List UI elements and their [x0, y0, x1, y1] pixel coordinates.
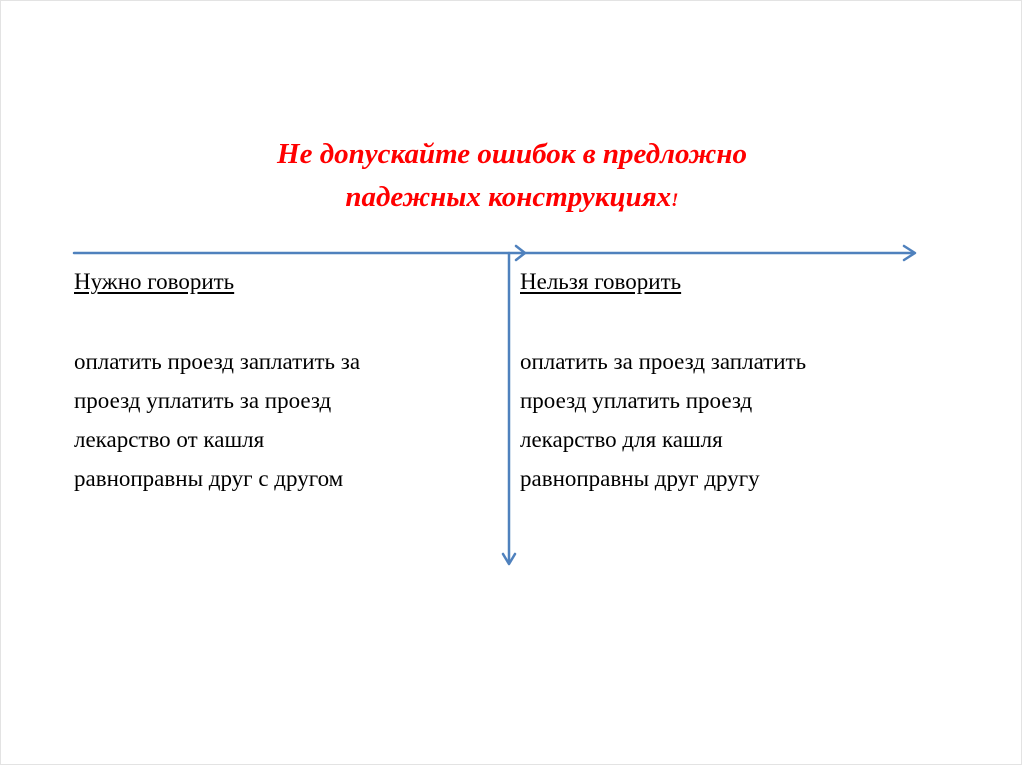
column-incorrect — [520, 268, 940, 491]
list-item: проезд уплатить за проезд — [74, 388, 332, 413]
column-header-incorrect: Нельзя говорить — [520, 269, 682, 294]
list-item: оплатить за проезд заплатить — [520, 349, 807, 374]
title-line-2-text: падежных конструкциях — [345, 181, 672, 213]
column-header-correct: Нужно говорить — [74, 269, 235, 294]
title-line-1: Не допускайте ошибок в предложно — [277, 138, 747, 170]
correct-phrases-list — [74, 342, 360, 498]
column-correct — [74, 268, 494, 491]
list-item: лекарство для кашля — [520, 427, 723, 452]
list-item: проезд уплатить проезд — [520, 388, 753, 413]
list-item: равноправны друг другу — [520, 466, 760, 491]
list-item: лекарство от кашля — [74, 427, 265, 452]
list-item: равноправны друг с другом — [74, 466, 344, 491]
title-exclamation: ! — [671, 190, 679, 211]
incorrect-phrases-list — [520, 342, 806, 498]
list-item: оплатить проезд заплатить за — [74, 349, 361, 374]
